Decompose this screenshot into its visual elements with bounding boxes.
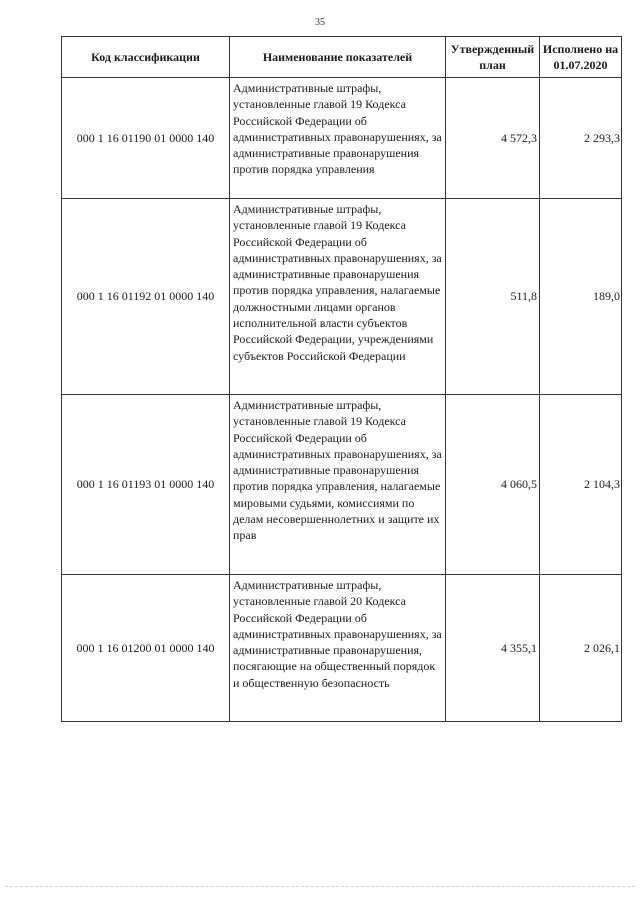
row-code: 000 1 16 01200 01 0000 140 — [62, 575, 230, 722]
header-plan: Утвержденный план — [446, 37, 540, 78]
page-number: 35 — [315, 17, 325, 28]
row-name: Административные штрафы, установленные главой 19 Кодекса Российской Федерации об административных правонарушениях, за административные правонарушения против порядка управления — [230, 78, 446, 199]
row-executed: 2 293,3 — [540, 78, 622, 199]
row-plan: 4 355,1 — [446, 575, 540, 722]
row-code: 000 1 16 01193 01 0000 140 — [62, 395, 230, 575]
header-name: Наименование показателей — [230, 37, 446, 78]
row-code: 000 1 16 01190 01 0000 140 — [62, 78, 230, 199]
row-name: Административные штрафы, установленные главой 19 Кодекса Российской Федерации об административных правонарушениях, за административные правонарушения против порядка управления, налагаемые должностными лицами органов исполнительной власти субъектов Российской Федерации, учреждениями субъектов Российской Федерации — [230, 199, 446, 395]
table-row — [62, 78, 622, 199]
row-executed: 2 026,1 — [540, 575, 622, 722]
table-row — [62, 395, 622, 575]
header-code: Код классификации — [62, 37, 230, 78]
budget-table — [61, 36, 622, 722]
header-executed: Исполнено на 01.07.2020 — [540, 37, 622, 78]
scan-artifact-line — [5, 886, 635, 891]
row-plan: 4 572,3 — [446, 78, 540, 199]
row-name: Административные штрафы, установленные главой 19 Кодекса Российской Федерации об административных правонарушениях, за административные правонарушения против порядка управления, налагаемые мировыми судьями, комиссиями по делам несовершеннолетних и защите их прав — [230, 395, 446, 575]
row-executed: 2 104,3 — [540, 395, 622, 575]
row-executed: 189,0 — [540, 199, 622, 395]
row-code: 000 1 16 01192 01 0000 140 — [62, 199, 230, 395]
row-name: Административные штрафы, установленные главой 20 Кодекса Российской Федерации об административных правонарушениях, за административные правонарушения, посягающие на общественный порядок и общественную безопасность — [230, 575, 446, 722]
table-row — [62, 199, 622, 395]
row-plan: 511,8 — [446, 199, 540, 395]
table-row — [62, 575, 622, 722]
table-header-row — [62, 37, 622, 78]
row-plan: 4 060,5 — [446, 395, 540, 575]
